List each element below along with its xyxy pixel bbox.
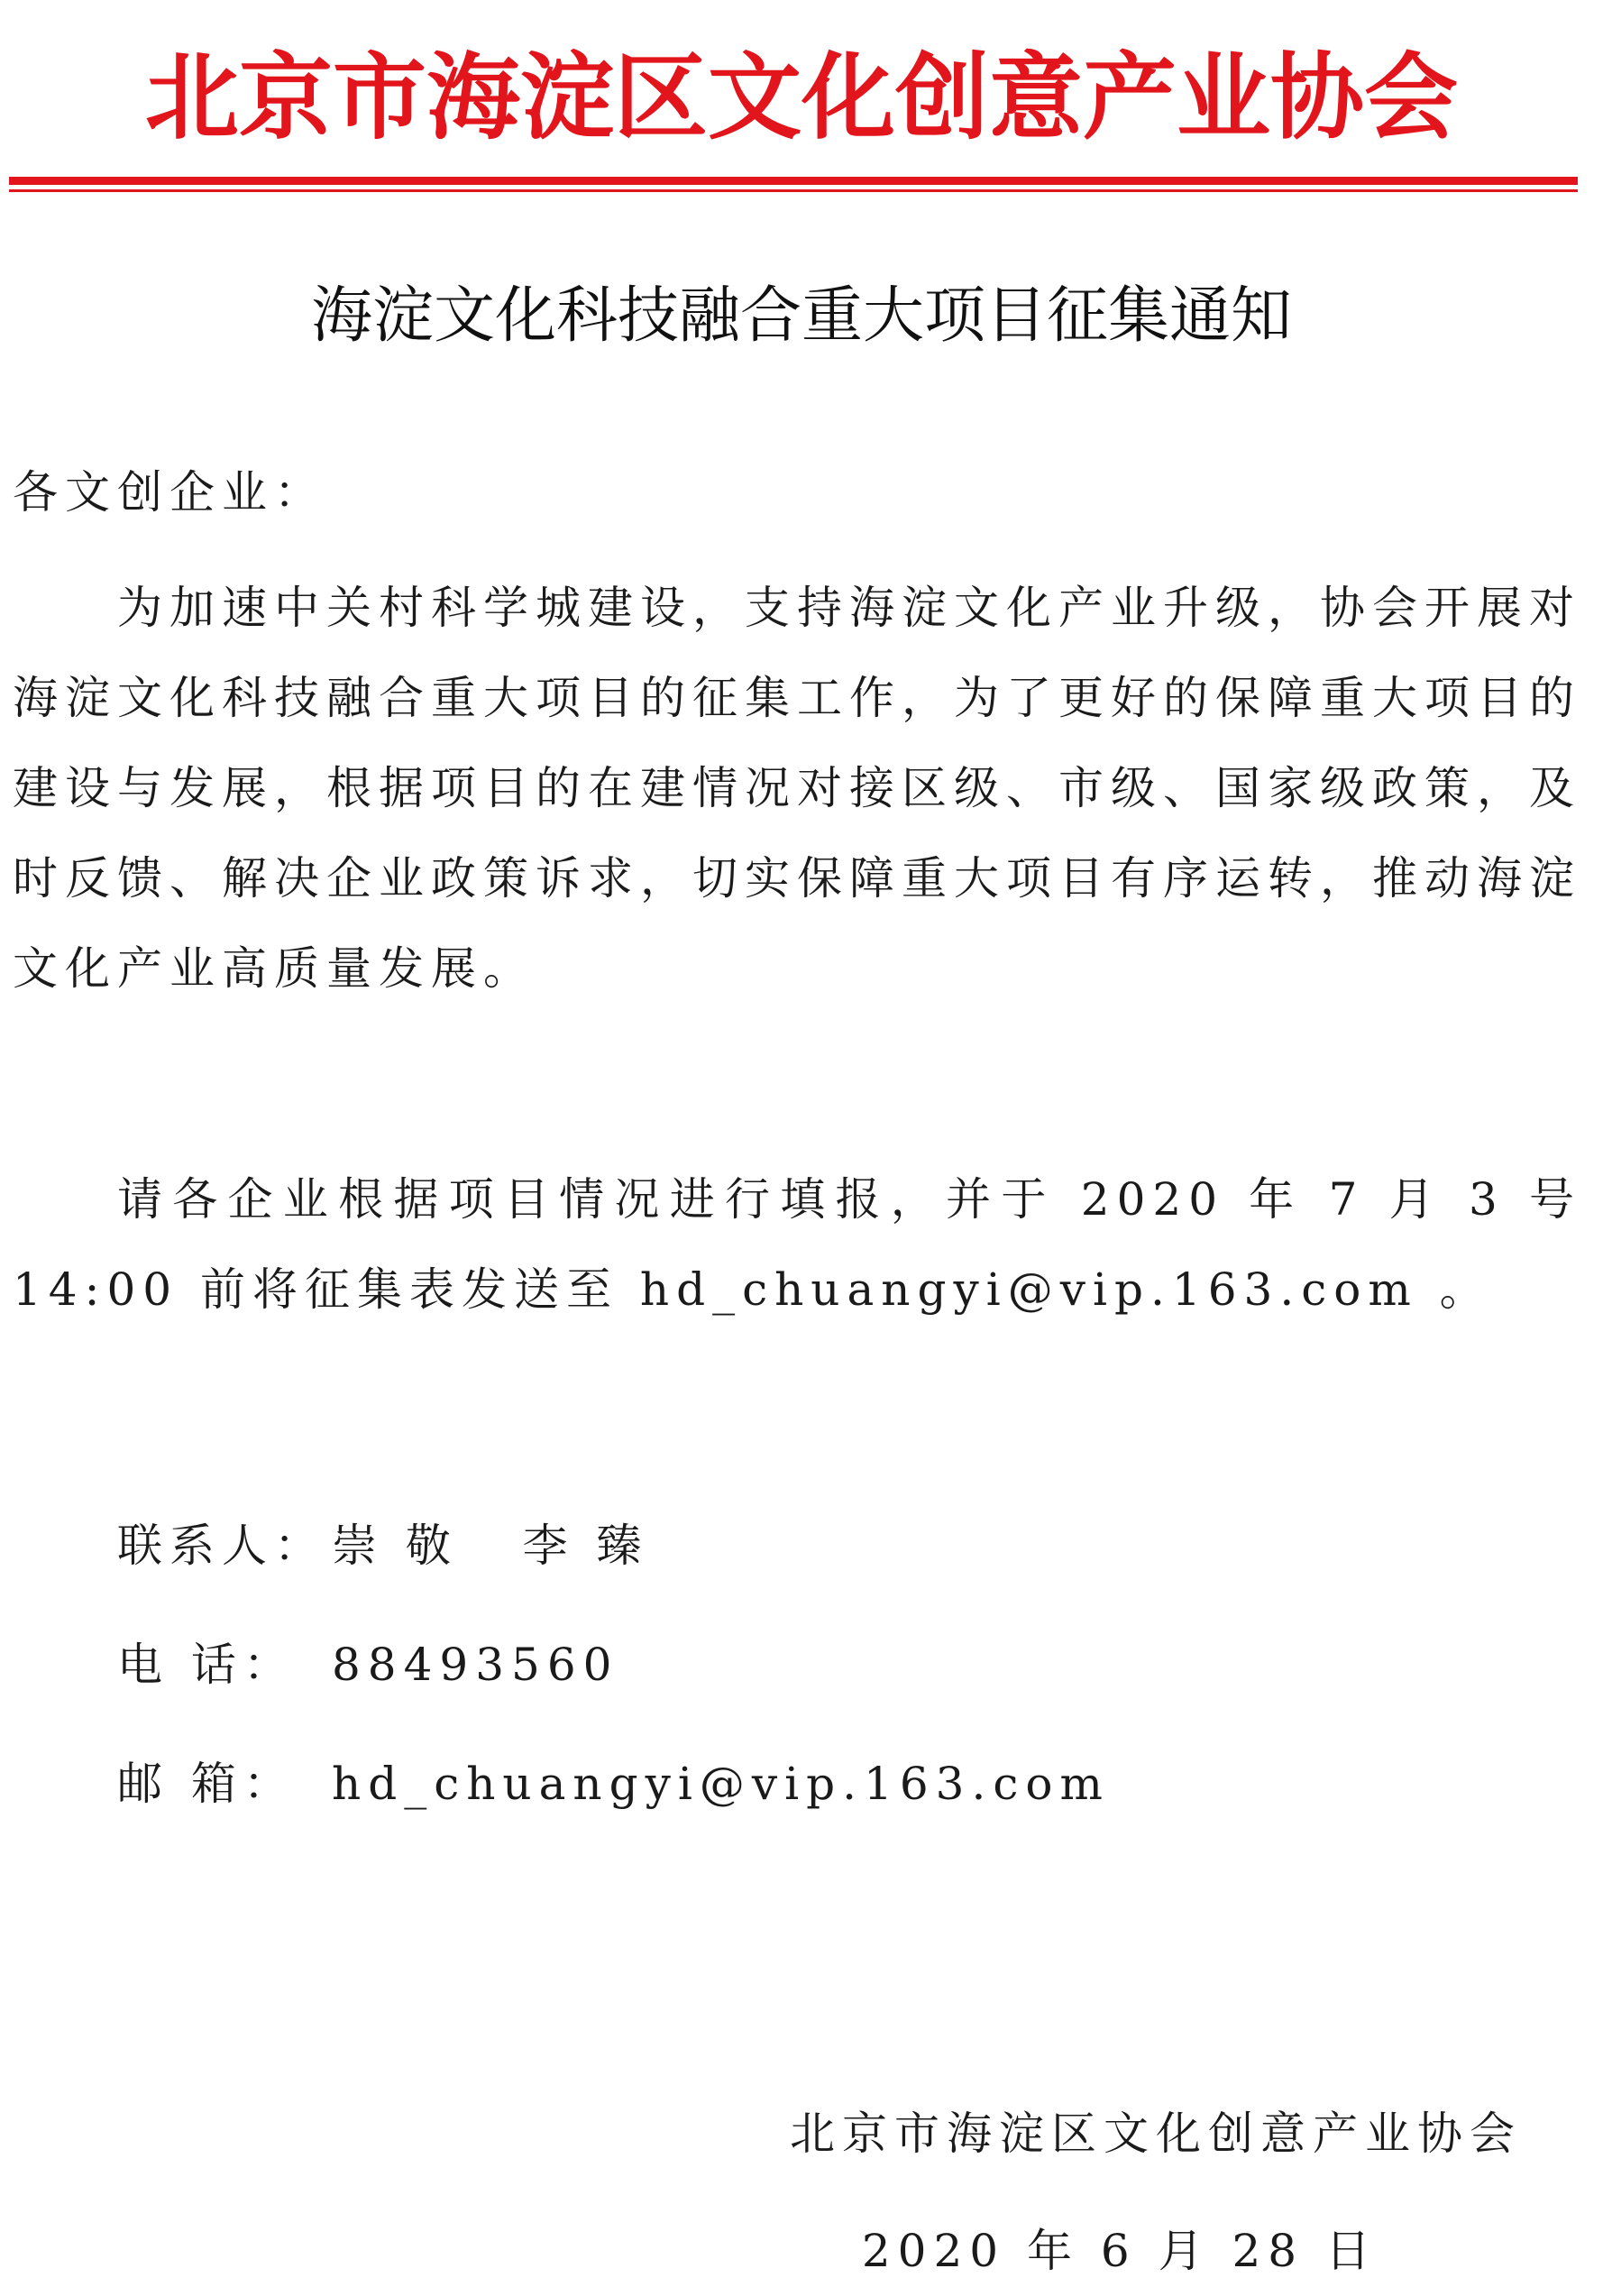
contact-person-value: 崇 敬 李 臻	[332, 1520, 649, 1572]
letterhead-rule-thin	[9, 189, 1578, 192]
salutation: 各文创企业：	[13, 466, 326, 519]
contact-email-label: 邮 箱：	[117, 1758, 296, 1810]
body-paragraph-1: 为加速中关村科学城建设，支持海淀文化产业升级，协会开展对海淀文化科技融合重大项目的征集工作，为了更好的保障重大项目的建设与发展，根据项目的在建情况对接区级、市级、国家级政策，及时反馈、解决企业政策诉求，切实保障重大项目有序运转，推动海淀文化产业高质量发展。	[13, 582, 1581, 995]
contact-email-line	[117, 1739, 1110, 1829]
body-paragraph-2: 请各企业根据项目情况进行填报，并于 2020 年 7 月 3 号 14:00 前将征集表发送至 hd_chuangyi@vip.163.com 。	[13, 1173, 1581, 1316]
letterhead-org-name: 北京市海淀区文化创意产业协会	[144, 42, 1458, 152]
document-title: 海淀文化科技融合重大项目征集通知	[310, 280, 1292, 352]
contact-person-line	[117, 1501, 648, 1591]
contact-phone-line	[117, 1620, 619, 1710]
signature-date: 2020 年 6 月 28 日	[861, 2225, 1378, 2277]
contact-phone-label: 电 话：	[117, 1639, 296, 1691]
signature-org: 北京市海淀区文化创意产业协会	[790, 2108, 1522, 2160]
letterhead-rule-thick	[9, 177, 1578, 185]
contact-phone-value: 88493560	[332, 1639, 619, 1691]
contact-person-label: 联系人：	[117, 1520, 326, 1572]
contact-email-value: hd_chuangyi@vip.163.com	[332, 1758, 1110, 1810]
